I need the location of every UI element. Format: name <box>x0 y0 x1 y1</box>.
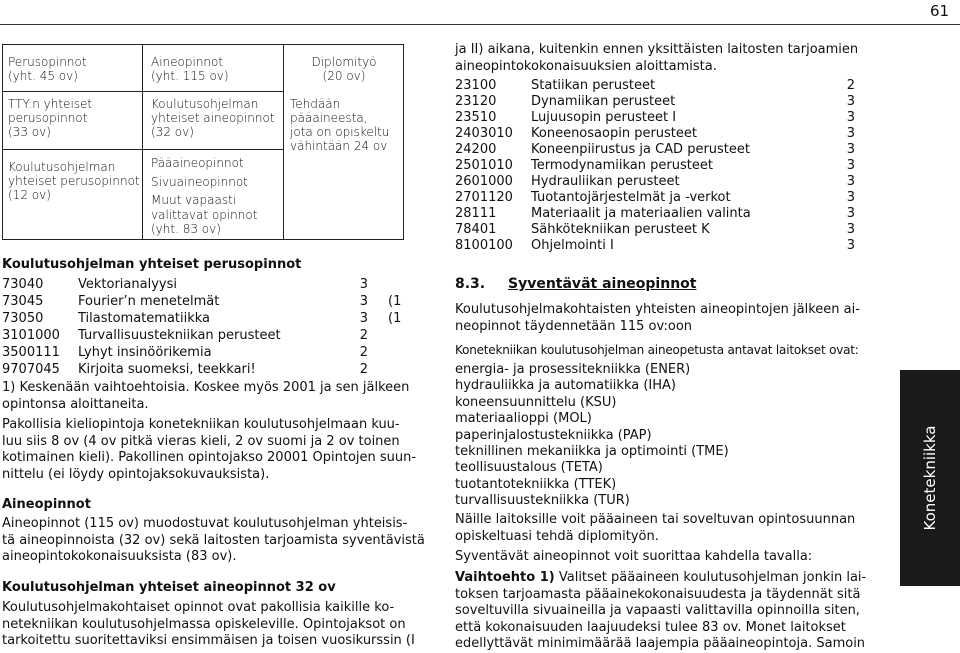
section-heading-aineopinnot: Aineopinnot <box>2 497 91 512</box>
side-tab-label: Konetekniikka <box>921 425 939 531</box>
diagram-aineopinnot: Aineopinnot (yht. 115 ov) <box>151 55 229 83</box>
section-side-tab <box>900 370 960 586</box>
footnote-paragraph: 1) Keskenään vaihtoehtoisia. Koskee myös 2001 ja sen jälkeen opintonsa aloittaneita. <box>2 380 410 412</box>
diplomityo-paragraph: Näille laitoksille voit pääaineen tai soveltuvan opintosuunnan opiskeltuasi tehdä diplomityön. <box>455 512 856 544</box>
list-item: turvallisuustekniikka (TUR) <box>455 493 630 509</box>
section-number: 8.3. <box>455 276 486 292</box>
diagram-diplomityo-desc: Tehdään pääaineesta, jota on opiskeltu vähintään 24 ov <box>290 97 390 153</box>
two-ways-paragraph: Syventävät aineopinnot voit suorittaa kahdella tavalla: <box>455 549 813 564</box>
diagram-divider <box>142 149 284 150</box>
section-heading-syventavat <box>455 276 696 292</box>
diagram-divider <box>142 91 284 92</box>
list-item: hydrauliikka ja automatiikka (IHA) <box>455 378 676 394</box>
section-heading-yhteiset-aineopinnot: Koulutusohjelman yhteiset aineopinnot 32 ov <box>2 580 336 595</box>
list-item: paperinjalostustekniikka (PAP) <box>455 427 652 443</box>
diagram-ko-aineopinnot: Koulutusohjelman yhteiset aineopinnot (32 ov) <box>151 97 275 139</box>
page-number: 61 <box>930 2 950 20</box>
diagram-divider <box>2 149 142 150</box>
list-item: teknillinen mekaniikka ja optimointi (TME) <box>455 444 729 460</box>
list-item: teollisuustalous (TETA) <box>455 460 603 476</box>
diagram-syventavat: Pääaineopinnot Sivuaineopinnot Muut vapaasti valittavat opinnot (yht. 83 ov) <box>151 156 258 236</box>
continuation-paragraph: ja II) aikana, kuitenkin ennen yksittäisten laitosten tarjoamien aineopintokokonaisuuksien aloittamista. <box>455 42 859 74</box>
section-heading-perusopinnot: Koulutusohjelman yhteiset perusopinnot <box>2 257 302 272</box>
diagram-ko-perusopinnot: Koulutusohjelman yhteiset perusopinnot (12 ov) <box>8 160 140 202</box>
header-rule <box>0 24 960 25</box>
option-label: Vaihtoehto 1) <box>455 570 555 585</box>
list-item: energia- ja prosessitekniikka (ENER) <box>455 362 691 377</box>
list-item: koneensuunnittelu (KSU) <box>455 394 617 410</box>
list-item: tuotantotekniikka (TTEK) <box>455 476 617 492</box>
syventavat-intro-paragraph: Koulutusohjelmakohtaisten yhteisten aineopintojen jälkeen ai- neopinnot täydennetään 115 ov:oon <box>455 302 860 334</box>
option-1-paragraph: Vaihtoehto 1) Valitset pääaineen koulutusohjelman jonkin lai- toksen tarjoamasta pääainekokonaisuudesta ja täydennät sitä soveltuvilla sivuaineilla ja vapaasti valittavilla opinnoilla siten, että kokonaisuuden laajuudeksi tulee 83 ov. Monet laitokset edellyttävät minimimäärää laajempia pääaineopintoja. Samoin <box>455 570 867 651</box>
diagram-perusopinnot: Perusopinnot (yht. 45 ov) <box>8 55 87 83</box>
diagram-divider <box>2 91 142 92</box>
department-list <box>455 362 729 510</box>
section-title: Syventävät aineopinnot <box>508 276 697 292</box>
list-item: materiaalioppi (MOL) <box>455 411 592 427</box>
aineopinnot-paragraph: Aineopinnot (115 ov) muodostuvat koulutusohjelman yhteisis- tä aineopinnoista (32 ov) sekä laitosten tarjoamista syventävistä aineopintokokonaisuuksista (83 ov). <box>2 516 425 564</box>
yhteiset-aineopinnot-paragraph: Koulutusohjelmakohtaiset opinnot ovat pakollisia kaikille ko- netekniikan koulutusohjelmassa opiskeleville. Opintojaksot on tarkoitettu suoritettaviksi ensimmäisen ja toisen vuosikurssin (I <box>2 600 415 648</box>
language-studies-paragraph: Pakollisia kieliopintoja konetekniikan koulutusohjelmaan kuu- luu siis 8 ov (4 ov pitkä vieras kieli, 2 ov suomi ja 2 ov toinen kotimainen kieli). Pakollinen opintojakso 20001 Opintojen suun- nittelu (ei löydy opintojaksokuvauksista). <box>2 417 417 482</box>
diagram-diplomityo: Diplomityö (20 ov) <box>311 55 377 83</box>
diagram-tty-perusopinnot: TTY:n yhteiset perusopinnot (33 ov) <box>8 97 93 139</box>
departments-intro: Konetekniikan koulutusohjelman aineopetusta antavat laitokset ovat: <box>455 343 859 357</box>
